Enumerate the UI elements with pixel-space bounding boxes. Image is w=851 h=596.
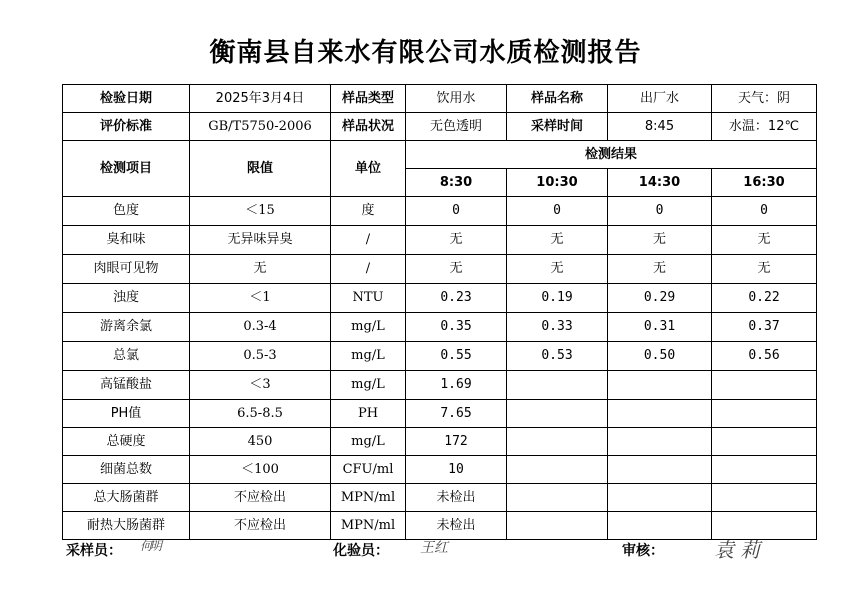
limit-cell: 无 [190,255,331,284]
header-time: 16:30 [712,169,817,197]
table-row [63,456,817,484]
table-row [63,255,817,284]
header-time: 14:30 [608,169,712,197]
quality-report-table [62,84,817,540]
table-row [63,313,817,342]
report-title: 衡南县自来水有限公司水质检测报告 [209,38,642,68]
table-row [63,284,817,313]
result-cell: 0.55 [406,342,507,371]
sample-status-value: 无色透明 [406,113,507,141]
result-cell [507,400,608,428]
header-unit: 单位 [331,141,406,197]
unit-cell: / [331,226,406,255]
table-row [63,342,817,371]
result-cell [507,428,608,456]
result-cell: 0.29 [608,284,712,313]
result-cell: 0.35 [406,313,507,342]
table-row [63,428,817,456]
item-cell: 细菌总数 [63,456,190,484]
table-row [63,512,817,540]
limit-cell: 0.5-3 [190,342,331,371]
result-cell [507,371,608,400]
header-row-1 [63,141,817,169]
unit-cell: / [331,255,406,284]
sampling-time-label: 采样时间 [507,113,608,141]
sampler-signature: 何明 [140,539,161,553]
header-results: 检测结果 [406,141,817,169]
table-row [63,371,817,400]
result-cell: 未检出 [406,484,507,512]
result-cell: 无 [712,226,817,255]
info-row-2 [63,113,817,141]
result-cell: 0.23 [406,284,507,313]
standard-value: GB/T5750-2006 [190,113,331,141]
date-label: 检验日期 [63,85,190,113]
header-time: 10:30 [507,169,608,197]
result-cell: 1.69 [406,371,507,400]
result-cell [712,428,817,456]
reviewer-label: 审核： [622,543,664,559]
result-cell [608,484,712,512]
item-cell: 总氯 [63,342,190,371]
result-cell: 0 [608,197,712,226]
result-cell: 7.65 [406,400,507,428]
header-item: 检测项目 [63,141,190,197]
result-cell [712,400,817,428]
result-cell: 未检出 [406,512,507,540]
item-cell: 臭和味 [63,226,190,255]
limit-cell: 6.5-8.5 [190,400,331,428]
sample-name-value: 出厂水 [608,85,712,113]
table-row [63,226,817,255]
result-cell: 0.50 [608,342,712,371]
date-value: 2025年3月4日 [190,85,331,113]
unit-cell: MPN/ml [331,484,406,512]
unit-cell: CFU/ml [331,456,406,484]
unit-cell: MPN/ml [331,512,406,540]
tester-label: 化验员： [333,543,389,559]
result-cell: 0.53 [507,342,608,371]
result-cell [608,371,712,400]
result-cell [712,484,817,512]
limit-cell: 450 [190,428,331,456]
result-cell [608,512,712,540]
item-cell: 总大肠菌群 [63,484,190,512]
standard-label: 评价标准 [63,113,190,141]
sampling-time-value: 8:45 [608,113,712,141]
limit-cell: ＜100 [190,456,331,484]
result-cell: 无 [608,226,712,255]
result-cell [608,400,712,428]
info-row-1 [63,85,817,113]
unit-cell: mg/L [331,428,406,456]
sample-type-value: 饮用水 [406,85,507,113]
item-cell: 浊度 [63,284,190,313]
water-temp-cell: 水温：12℃ [712,113,817,141]
result-cell: 0.33 [507,313,608,342]
sample-name-label: 样品名称 [507,85,608,113]
unit-cell: mg/L [331,371,406,400]
result-cell: 172 [406,428,507,456]
item-cell: 游离余氯 [63,313,190,342]
item-cell: 色度 [63,197,190,226]
unit-cell: NTU [331,284,406,313]
result-cell [507,484,608,512]
result-cell: 0.37 [712,313,817,342]
item-cell: PH值 [63,400,190,428]
result-cell [712,371,817,400]
result-cell: 0.19 [507,284,608,313]
limit-cell: ＜15 [190,197,331,226]
limit-cell: 0.3-4 [190,313,331,342]
result-cell [608,456,712,484]
sample-status-label: 样品状况 [331,113,406,141]
reviewer-signature: 袁莉 [714,538,766,562]
header-limit: 限值 [190,141,331,197]
weather-cell: 天气：阴 [712,85,817,113]
unit-cell: mg/L [331,342,406,371]
result-cell [712,456,817,484]
unit-cell: 度 [331,197,406,226]
item-cell: 高锰酸盐 [63,371,190,400]
unit-cell: PH [331,400,406,428]
tester-signature: 王红 [420,540,448,556]
result-cell: 10 [406,456,507,484]
limit-cell: 不应检出 [190,512,331,540]
table-row [63,484,817,512]
limit-cell: 不应检出 [190,484,331,512]
result-cell: 无 [507,226,608,255]
result-cell: 无 [608,255,712,284]
result-cell: 无 [507,255,608,284]
result-cell: 0 [712,197,817,226]
result-cell [608,428,712,456]
limit-cell: ＜1 [190,284,331,313]
table-row [63,197,817,226]
result-cell: 0.56 [712,342,817,371]
result-cell: 0.22 [712,284,817,313]
header-time: 8:30 [406,169,507,197]
item-cell: 肉眼可见物 [63,255,190,284]
result-cell: 0 [406,197,507,226]
result-cell: 无 [712,255,817,284]
sample-type-label: 样品类型 [331,85,406,113]
sampler-label: 采样员： [66,543,122,559]
result-cell: 0.31 [608,313,712,342]
result-cell [507,512,608,540]
result-cell: 0 [507,197,608,226]
item-cell: 总硬度 [63,428,190,456]
limit-cell: 无异味异臭 [190,226,331,255]
result-rows [63,197,817,540]
limit-cell: ＜3 [190,371,331,400]
item-cell: 耐热大肠菌群 [63,512,190,540]
table-row [63,400,817,428]
result-cell: 无 [406,255,507,284]
unit-cell: mg/L [331,313,406,342]
result-cell: 无 [406,226,507,255]
result-cell [507,456,608,484]
